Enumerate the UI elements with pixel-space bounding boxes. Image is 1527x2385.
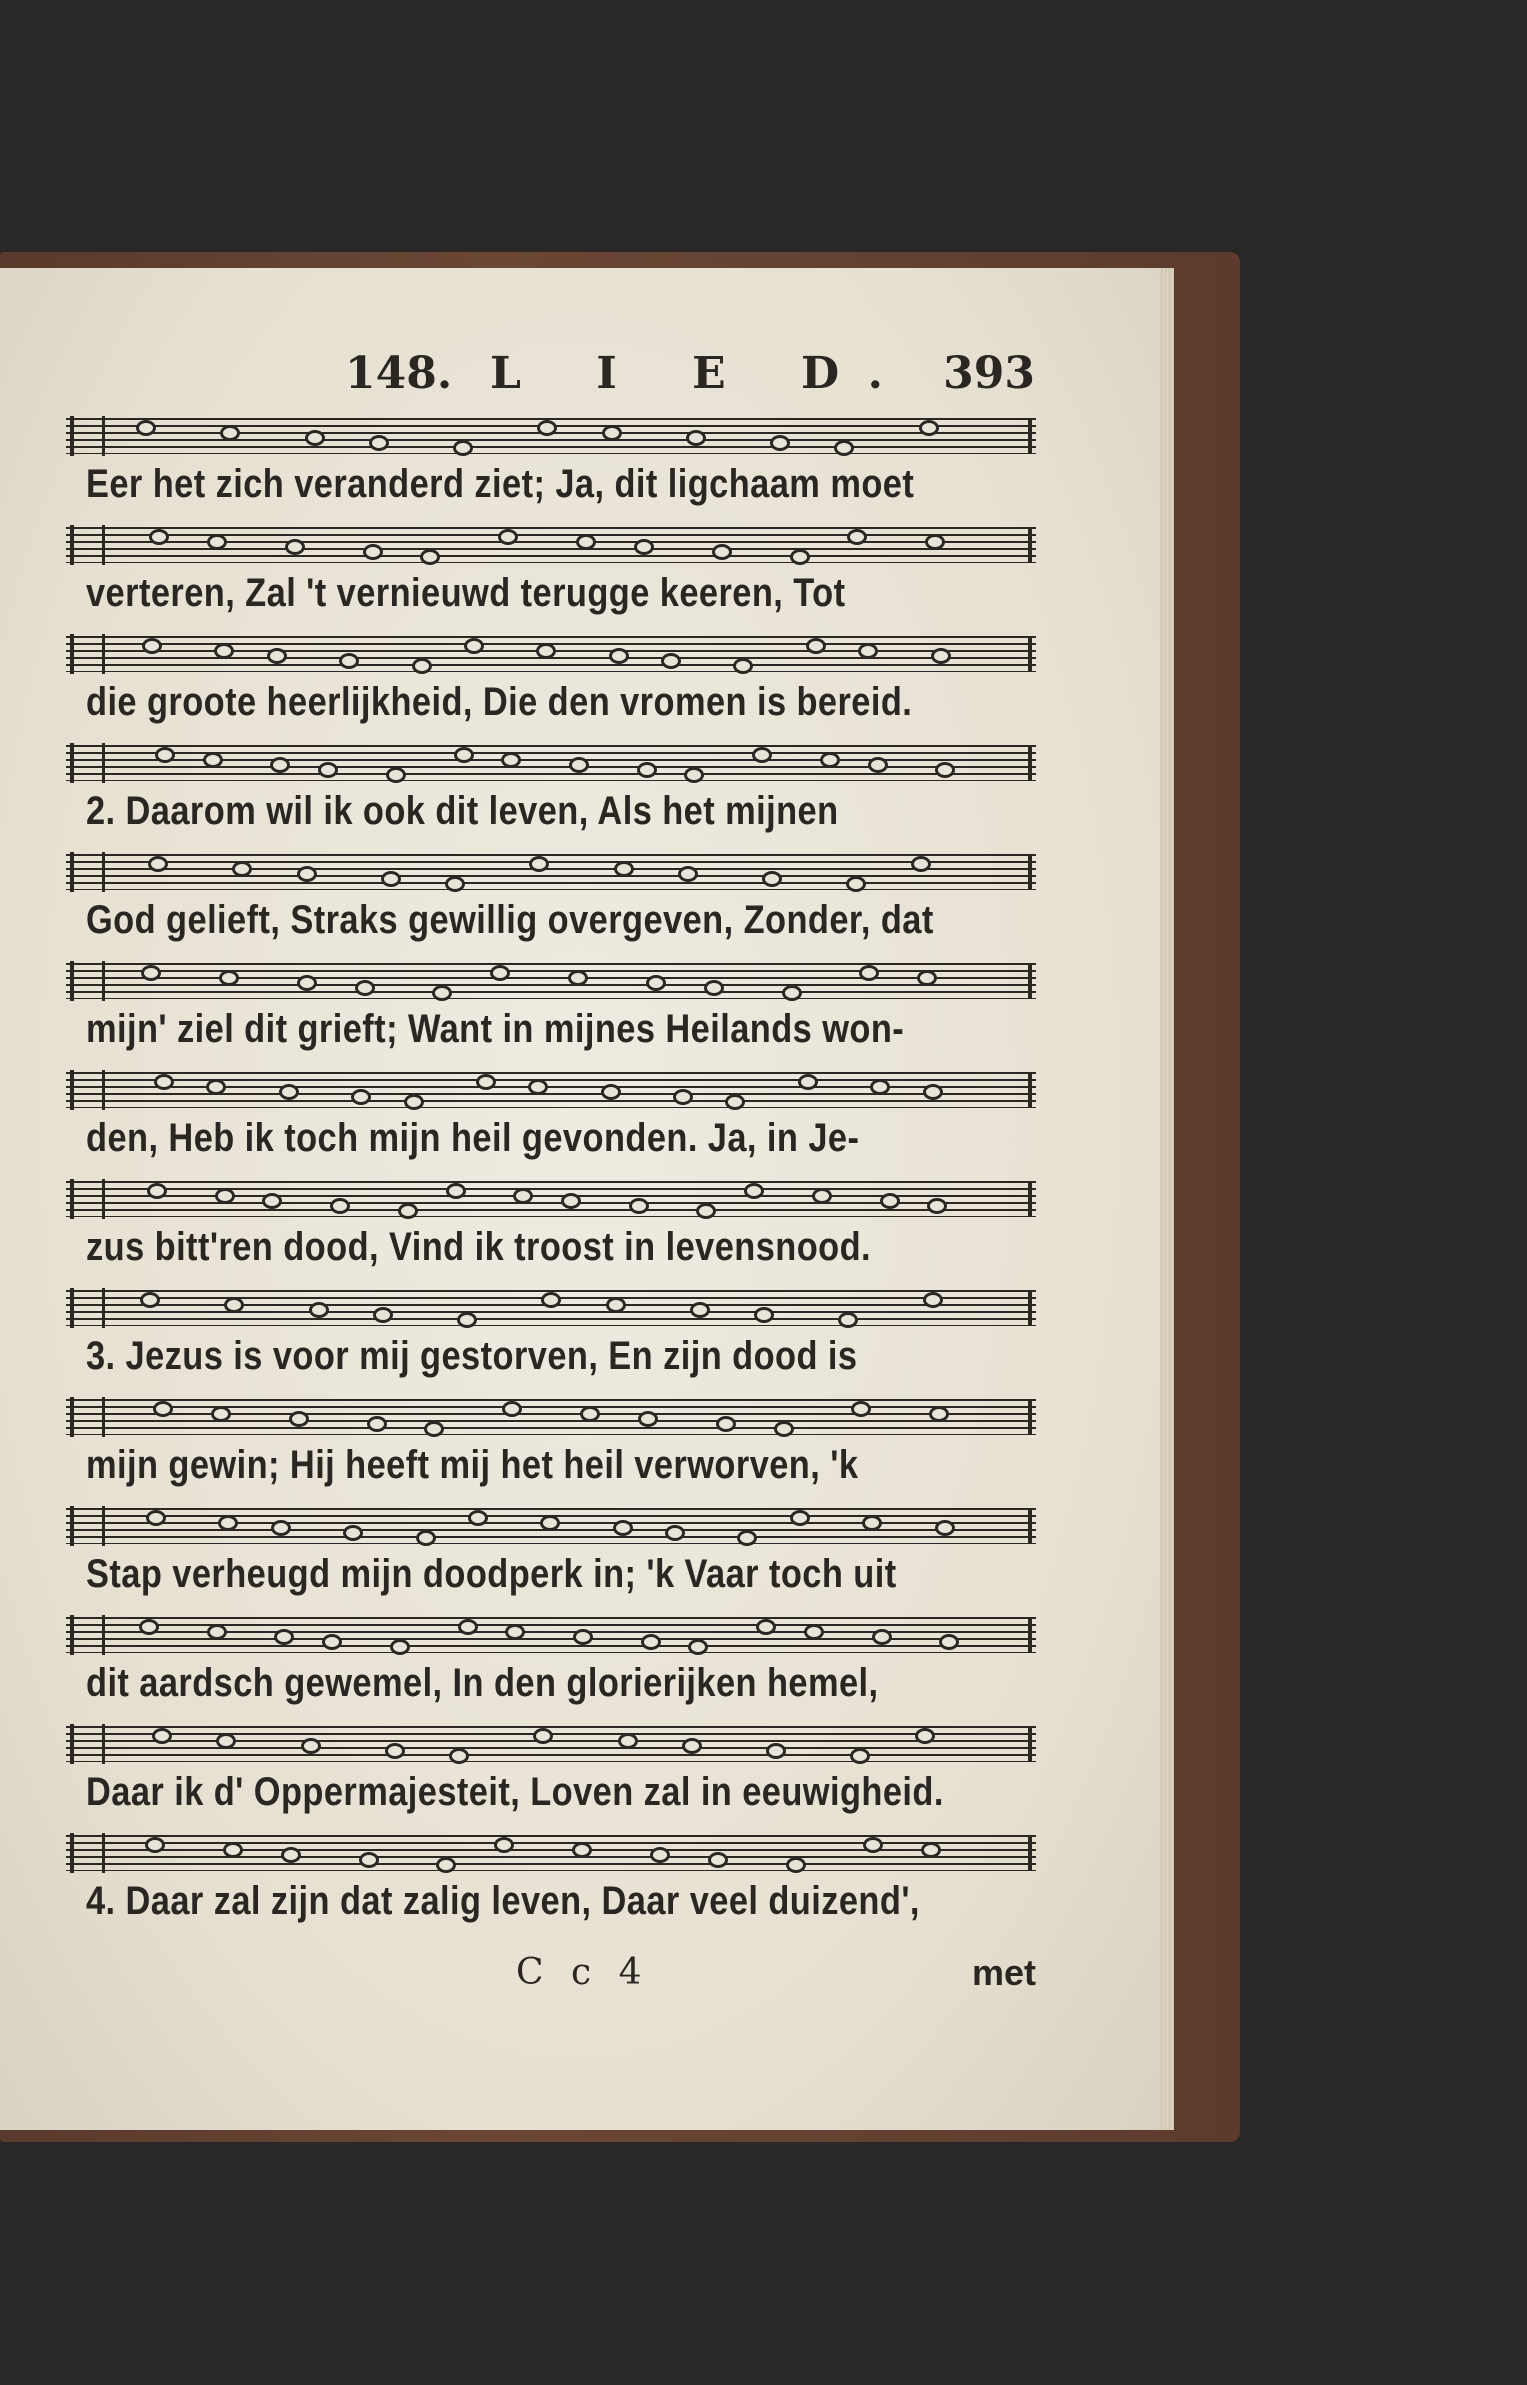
note-icon	[214, 643, 234, 659]
note-icon	[576, 534, 596, 550]
note-icon	[262, 1193, 282, 1209]
note-icon	[762, 871, 782, 887]
note-icon	[498, 529, 518, 545]
note-icon	[629, 1198, 649, 1214]
note-icon	[343, 1525, 363, 1541]
note-icon	[665, 1525, 685, 1541]
note-icon	[737, 1530, 757, 1546]
note-icon	[412, 658, 432, 674]
note-icon	[939, 1634, 959, 1650]
note-icon	[373, 1307, 393, 1323]
music-line	[66, 963, 1036, 1071]
book-page	[0, 268, 1160, 2130]
bar-line	[1028, 1726, 1032, 1762]
note-icon	[923, 1292, 943, 1308]
note-icon	[381, 871, 401, 887]
note-icon	[915, 1728, 935, 1744]
note-icon	[618, 1733, 638, 1749]
music-line	[66, 1726, 1036, 1834]
note-icon	[850, 1748, 870, 1764]
note-icon	[790, 1510, 810, 1526]
note-icon	[561, 1193, 581, 1209]
bar-line	[1028, 1072, 1032, 1108]
note-icon	[223, 1842, 243, 1858]
note-icon	[638, 1411, 658, 1427]
signature-mark: C c 4	[516, 1952, 650, 1993]
note-icon	[606, 1297, 626, 1313]
note-icon	[139, 1619, 159, 1635]
note-icon	[502, 1401, 522, 1417]
music-line	[66, 1072, 1036, 1180]
note-icon	[297, 975, 317, 991]
note-icon	[673, 1089, 693, 1105]
note-icon	[533, 1728, 553, 1744]
note-icon	[712, 544, 732, 560]
note-icon	[149, 529, 169, 545]
note-icon	[573, 1629, 593, 1645]
note-icon	[505, 1624, 525, 1640]
note-icon	[614, 861, 634, 877]
clef-icon	[70, 1833, 105, 1873]
clef-icon	[70, 416, 105, 456]
note-icon	[613, 1520, 633, 1536]
note-icon	[935, 762, 955, 778]
note-icon	[851, 1401, 871, 1417]
note-icon	[637, 762, 657, 778]
lyric-text: 3. Jezus is voor mij gestorven, En zijn dood is	[86, 1334, 858, 1378]
note-icon	[870, 1079, 890, 1095]
note-icon	[733, 658, 753, 674]
page-footer	[66, 1952, 1036, 2002]
note-icon	[804, 1624, 824, 1640]
note-icon	[501, 752, 521, 768]
note-icon	[146, 1510, 166, 1526]
note-icon	[708, 1852, 728, 1868]
note-icon	[634, 539, 654, 555]
note-icon	[136, 420, 156, 436]
clef-icon	[70, 961, 105, 1001]
note-icon	[148, 856, 168, 872]
note-icon	[203, 752, 223, 768]
note-icon	[367, 1416, 387, 1432]
note-icon	[609, 648, 629, 664]
note-icon	[756, 1619, 776, 1635]
note-icon	[929, 1406, 949, 1422]
clef-icon	[70, 743, 105, 783]
lyric-text: Daar ik d' Oppermajesteit, Loven zal in eeuwigheid.	[86, 1770, 944, 1814]
note-icon	[145, 1837, 165, 1853]
lyric-text: verteren, Zal 't vernieuwd terugge keeren, Tot	[86, 571, 846, 615]
note-icon	[453, 440, 473, 456]
clef-icon	[70, 1724, 105, 1764]
note-icon	[927, 1198, 947, 1214]
note-icon	[847, 529, 867, 545]
note-icon	[301, 1738, 321, 1754]
note-icon	[318, 762, 338, 778]
note-icon	[207, 534, 227, 550]
note-icon	[220, 425, 240, 441]
music-line	[66, 636, 1036, 744]
note-icon	[601, 1084, 621, 1100]
note-icon	[923, 1084, 943, 1100]
note-icon	[141, 965, 161, 981]
note-icon	[682, 1738, 702, 1754]
note-icon	[140, 1292, 160, 1308]
note-icon	[834, 440, 854, 456]
note-icon	[468, 1510, 488, 1526]
music-staff	[66, 745, 1036, 781]
note-icon	[812, 1188, 832, 1204]
clef-icon	[70, 1288, 105, 1328]
note-icon	[142, 638, 162, 654]
lyric-text: 4. Daar zal zijn dat zalig leven, Daar veel duizend',	[86, 1879, 920, 1923]
note-icon	[641, 1634, 661, 1650]
note-icon	[305, 430, 325, 446]
bar-line	[1028, 527, 1032, 563]
note-icon	[270, 757, 290, 773]
note-icon	[790, 549, 810, 565]
note-icon	[650, 1847, 670, 1863]
note-icon	[838, 1312, 858, 1328]
note-icon	[646, 975, 666, 991]
page-number: 393	[943, 348, 1035, 399]
note-icon	[774, 1421, 794, 1437]
bar-line	[1028, 854, 1032, 890]
note-icon	[351, 1089, 371, 1105]
clef-icon	[70, 1615, 105, 1655]
note-icon	[690, 1302, 710, 1318]
bar-line	[1028, 1835, 1032, 1871]
note-icon	[386, 767, 406, 783]
note-icon	[688, 1639, 708, 1655]
lyric-text: mijn gewin; Hij heeft mij het heil verworven, 'k	[86, 1443, 859, 1487]
music-line	[66, 1181, 1036, 1289]
note-icon	[536, 643, 556, 659]
note-icon	[868, 757, 888, 773]
note-icon	[207, 1624, 227, 1640]
note-icon	[309, 1302, 329, 1318]
bar-line	[1028, 418, 1032, 454]
note-icon	[390, 1639, 410, 1655]
clef-icon	[70, 525, 105, 565]
note-icon	[569, 757, 589, 773]
note-icon	[931, 648, 951, 664]
music-line	[66, 1290, 1036, 1398]
music-line	[66, 1399, 1036, 1507]
note-icon	[820, 752, 840, 768]
note-icon	[696, 1203, 716, 1219]
music-line	[66, 745, 1036, 853]
running-header	[345, 348, 1035, 408]
lyric-text: den, Heb ik toch mijn heil gevonden. Ja, in Je-	[86, 1116, 860, 1160]
note-icon	[224, 1297, 244, 1313]
note-icon	[782, 985, 802, 1001]
note-icon	[684, 767, 704, 783]
note-icon	[416, 1530, 436, 1546]
note-icon	[744, 1183, 764, 1199]
note-icon	[925, 534, 945, 550]
note-icon	[285, 539, 305, 555]
clef-icon	[70, 634, 105, 674]
music-staff	[66, 854, 1036, 890]
note-icon	[752, 747, 772, 763]
note-icon	[541, 1292, 561, 1308]
music-line	[66, 1835, 1036, 1943]
music-staff	[66, 527, 1036, 563]
note-icon	[458, 1619, 478, 1635]
note-icon	[289, 1411, 309, 1427]
note-icon	[363, 544, 383, 560]
music-line	[66, 1617, 1036, 1725]
clef-icon	[70, 852, 105, 892]
bar-line	[1028, 1617, 1032, 1653]
note-icon	[798, 1074, 818, 1090]
note-icon	[404, 1094, 424, 1110]
bar-line	[1028, 963, 1032, 999]
lyric-text: God gelieft, Straks gewillig overgeven, Zonder, dat	[86, 898, 934, 942]
note-icon	[271, 1520, 291, 1536]
note-icon	[232, 861, 252, 877]
note-icon	[215, 1188, 235, 1204]
lyric-text: die groote heerlijkheid, Die den vromen is bereid.	[86, 680, 913, 724]
note-icon	[786, 1857, 806, 1873]
lyric-text: Stap verheugd mijn doodperk in; 'k Vaar toch uit	[86, 1552, 897, 1596]
note-icon	[155, 747, 175, 763]
note-icon	[330, 1198, 350, 1214]
music-line	[66, 854, 1036, 962]
note-icon	[537, 420, 557, 436]
note-icon	[725, 1094, 745, 1110]
note-icon	[572, 1842, 592, 1858]
note-icon	[661, 653, 681, 669]
note-icon	[935, 1520, 955, 1536]
note-icon	[420, 549, 440, 565]
note-icon	[432, 985, 452, 1001]
note-icon	[686, 430, 706, 446]
clef-icon	[70, 1397, 105, 1437]
note-icon	[464, 638, 484, 654]
clef-icon	[70, 1070, 105, 1110]
note-icon	[921, 1842, 941, 1858]
note-icon	[279, 1084, 299, 1100]
note-icon	[580, 1406, 600, 1422]
note-icon	[770, 435, 790, 451]
note-icon	[476, 1074, 496, 1090]
note-icon	[359, 1852, 379, 1868]
note-icon	[211, 1406, 231, 1422]
note-icon	[281, 1847, 301, 1863]
note-icon	[766, 1743, 786, 1759]
note-icon	[274, 1629, 294, 1645]
note-icon	[490, 965, 510, 981]
note-icon	[267, 648, 287, 664]
note-icon	[513, 1188, 533, 1204]
music-line	[66, 1508, 1036, 1616]
music-staff	[66, 1181, 1036, 1217]
bar-line	[1028, 1399, 1032, 1435]
note-icon	[568, 970, 588, 986]
note-icon	[153, 1401, 173, 1417]
note-icon	[216, 1733, 236, 1749]
lyric-text: mijn' ziel dit grieft; Want in mijnes Heilands won-	[86, 1007, 905, 1051]
music-line	[66, 527, 1036, 635]
note-icon	[436, 1857, 456, 1873]
note-icon	[528, 1079, 548, 1095]
music-staff	[66, 418, 1036, 454]
note-icon	[754, 1307, 774, 1323]
note-icon	[154, 1074, 174, 1090]
music-staff	[66, 1617, 1036, 1653]
note-icon	[454, 747, 474, 763]
note-icon	[152, 1728, 172, 1744]
note-icon	[716, 1416, 736, 1432]
hymn-number: 148.	[345, 348, 453, 399]
bar-line	[1028, 636, 1032, 672]
music-staff	[66, 1290, 1036, 1326]
note-icon	[147, 1183, 167, 1199]
note-icon	[678, 866, 698, 882]
note-icon	[704, 980, 724, 996]
note-icon	[457, 1312, 477, 1328]
note-icon	[911, 856, 931, 872]
note-icon	[540, 1515, 560, 1531]
clef-icon	[70, 1179, 105, 1219]
note-icon	[218, 1515, 238, 1531]
music-staff	[66, 636, 1036, 672]
bar-line	[1028, 745, 1032, 781]
music-staff	[66, 1072, 1036, 1108]
note-icon	[919, 420, 939, 436]
note-icon	[369, 435, 389, 451]
note-icon	[846, 876, 866, 892]
note-icon	[385, 1743, 405, 1759]
note-icon	[494, 1837, 514, 1853]
music-staff	[66, 1835, 1036, 1871]
note-icon	[880, 1193, 900, 1209]
music-staff	[66, 1399, 1036, 1435]
note-icon	[446, 1183, 466, 1199]
note-icon	[339, 653, 359, 669]
note-icon	[863, 1837, 883, 1853]
note-icon	[424, 1421, 444, 1437]
note-icon	[449, 1748, 469, 1764]
music-staff	[66, 1726, 1036, 1762]
note-icon	[398, 1203, 418, 1219]
clef-icon	[70, 1506, 105, 1546]
hymn-title: L I E D.	[490, 348, 913, 399]
note-icon	[862, 1515, 882, 1531]
note-icon	[355, 980, 375, 996]
note-icon	[917, 970, 937, 986]
note-icon	[297, 866, 317, 882]
bar-line	[1028, 1290, 1032, 1326]
lyric-text: Eer het zich veranderd ziet; Ja, dit ligchaam moet	[86, 462, 915, 506]
note-icon	[529, 856, 549, 872]
music-staff	[66, 1508, 1036, 1544]
lyric-text: dit aardsch gewemel, In den glorierijken hemel,	[86, 1661, 879, 1705]
music-line	[66, 418, 1036, 526]
note-icon	[806, 638, 826, 654]
note-icon	[858, 643, 878, 659]
bar-line	[1028, 1181, 1032, 1217]
lyric-text: zus bitt'ren dood, Vind ik troost in levensnood.	[86, 1225, 872, 1269]
note-icon	[206, 1079, 226, 1095]
note-icon	[322, 1634, 342, 1650]
note-icon	[219, 970, 239, 986]
catchword: met	[971, 1952, 1036, 1993]
note-icon	[602, 425, 622, 441]
bar-line	[1028, 1508, 1032, 1544]
note-icon	[445, 876, 465, 892]
note-icon	[872, 1629, 892, 1645]
lyric-text: 2. Daarom wil ik ook dit leven, Als het mijnen	[86, 789, 839, 833]
music-staff	[66, 963, 1036, 999]
note-icon	[859, 965, 879, 981]
